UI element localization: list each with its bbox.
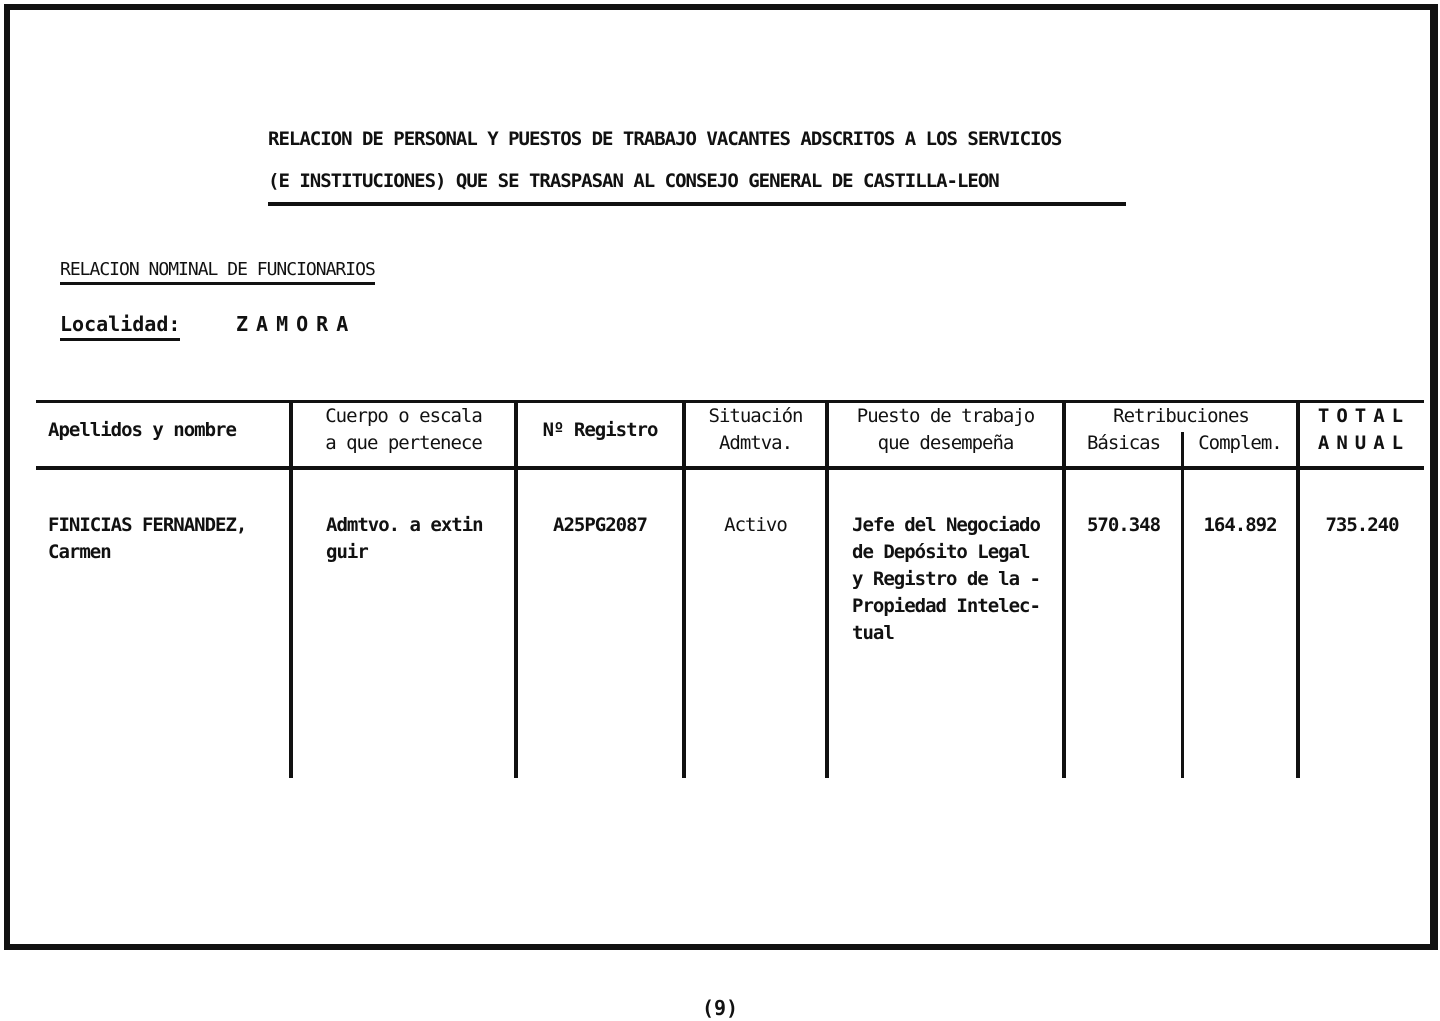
heading-line-1: RELACION DE PERSONAL Y PUESTOS DE TRABAJO VACANTES ADSCRITOS A LOS SERVICIOS [268, 128, 1062, 150]
row-post-line3: y Registro de la - [852, 568, 1040, 590]
row-complementary: 164.892 [1203, 514, 1277, 536]
header-post-line1: Puesto de trabajo [856, 405, 1035, 427]
row-post-line2: de Depósito Legal [852, 541, 1030, 563]
header-registry: Nº Registro [542, 419, 658, 441]
header-status-line1: Situación [708, 405, 803, 427]
header-body-line2: a que pertenece [325, 432, 482, 454]
locality-value: ZAMORA [236, 312, 357, 336]
document-heading [268, 128, 1128, 192]
column-divider [514, 400, 518, 778]
row-body-line1: Admtvo. a extin [326, 514, 483, 536]
row-body-line2: guir [326, 541, 368, 563]
subheading: RELACION NOMINAL DE FUNCIONARIOS [60, 259, 375, 285]
table-header-rule [36, 466, 1424, 470]
heading-rule [268, 202, 1126, 206]
header-basic: Básicas [1086, 432, 1161, 454]
locality-label: Localidad: [60, 312, 180, 341]
header-total-line2: ANUAL [1317, 432, 1411, 454]
row-name-line1: FINICIAS FERNANDEZ, [48, 514, 247, 536]
header-complementary: Complem. [1198, 432, 1282, 454]
row-name-line2: Carmen [48, 541, 111, 563]
page-number: (9) [701, 996, 739, 1020]
header-body-line1: Cuerpo o escala [325, 405, 482, 427]
row-post-line5: tual [852, 622, 894, 644]
row-basic: 570.348 [1086, 514, 1161, 536]
row-status: Activo [724, 514, 787, 536]
header-retributions: Retribuciones [1113, 405, 1249, 427]
heading-line-2: (E INSTITUCIONES) QUE SE TRASPASAN AL CONSEJO GENERAL DE CASTILLA-LEON [268, 170, 999, 192]
header-total-line1: TOTAL [1317, 405, 1411, 427]
header-name: Apellidos y nombre [48, 419, 236, 441]
row-total: 735.240 [1325, 514, 1399, 536]
header-status-line2: Admtva. [718, 432, 793, 454]
column-divider [1296, 400, 1300, 778]
row-post-line1: Jefe del Negociado [852, 514, 1040, 536]
header-post-line2: que desempeña [877, 432, 1014, 454]
column-divider [1181, 432, 1184, 778]
row-post-line4: Propiedad Intelec- [852, 595, 1040, 617]
row-registry: A25PG2087 [553, 514, 647, 536]
